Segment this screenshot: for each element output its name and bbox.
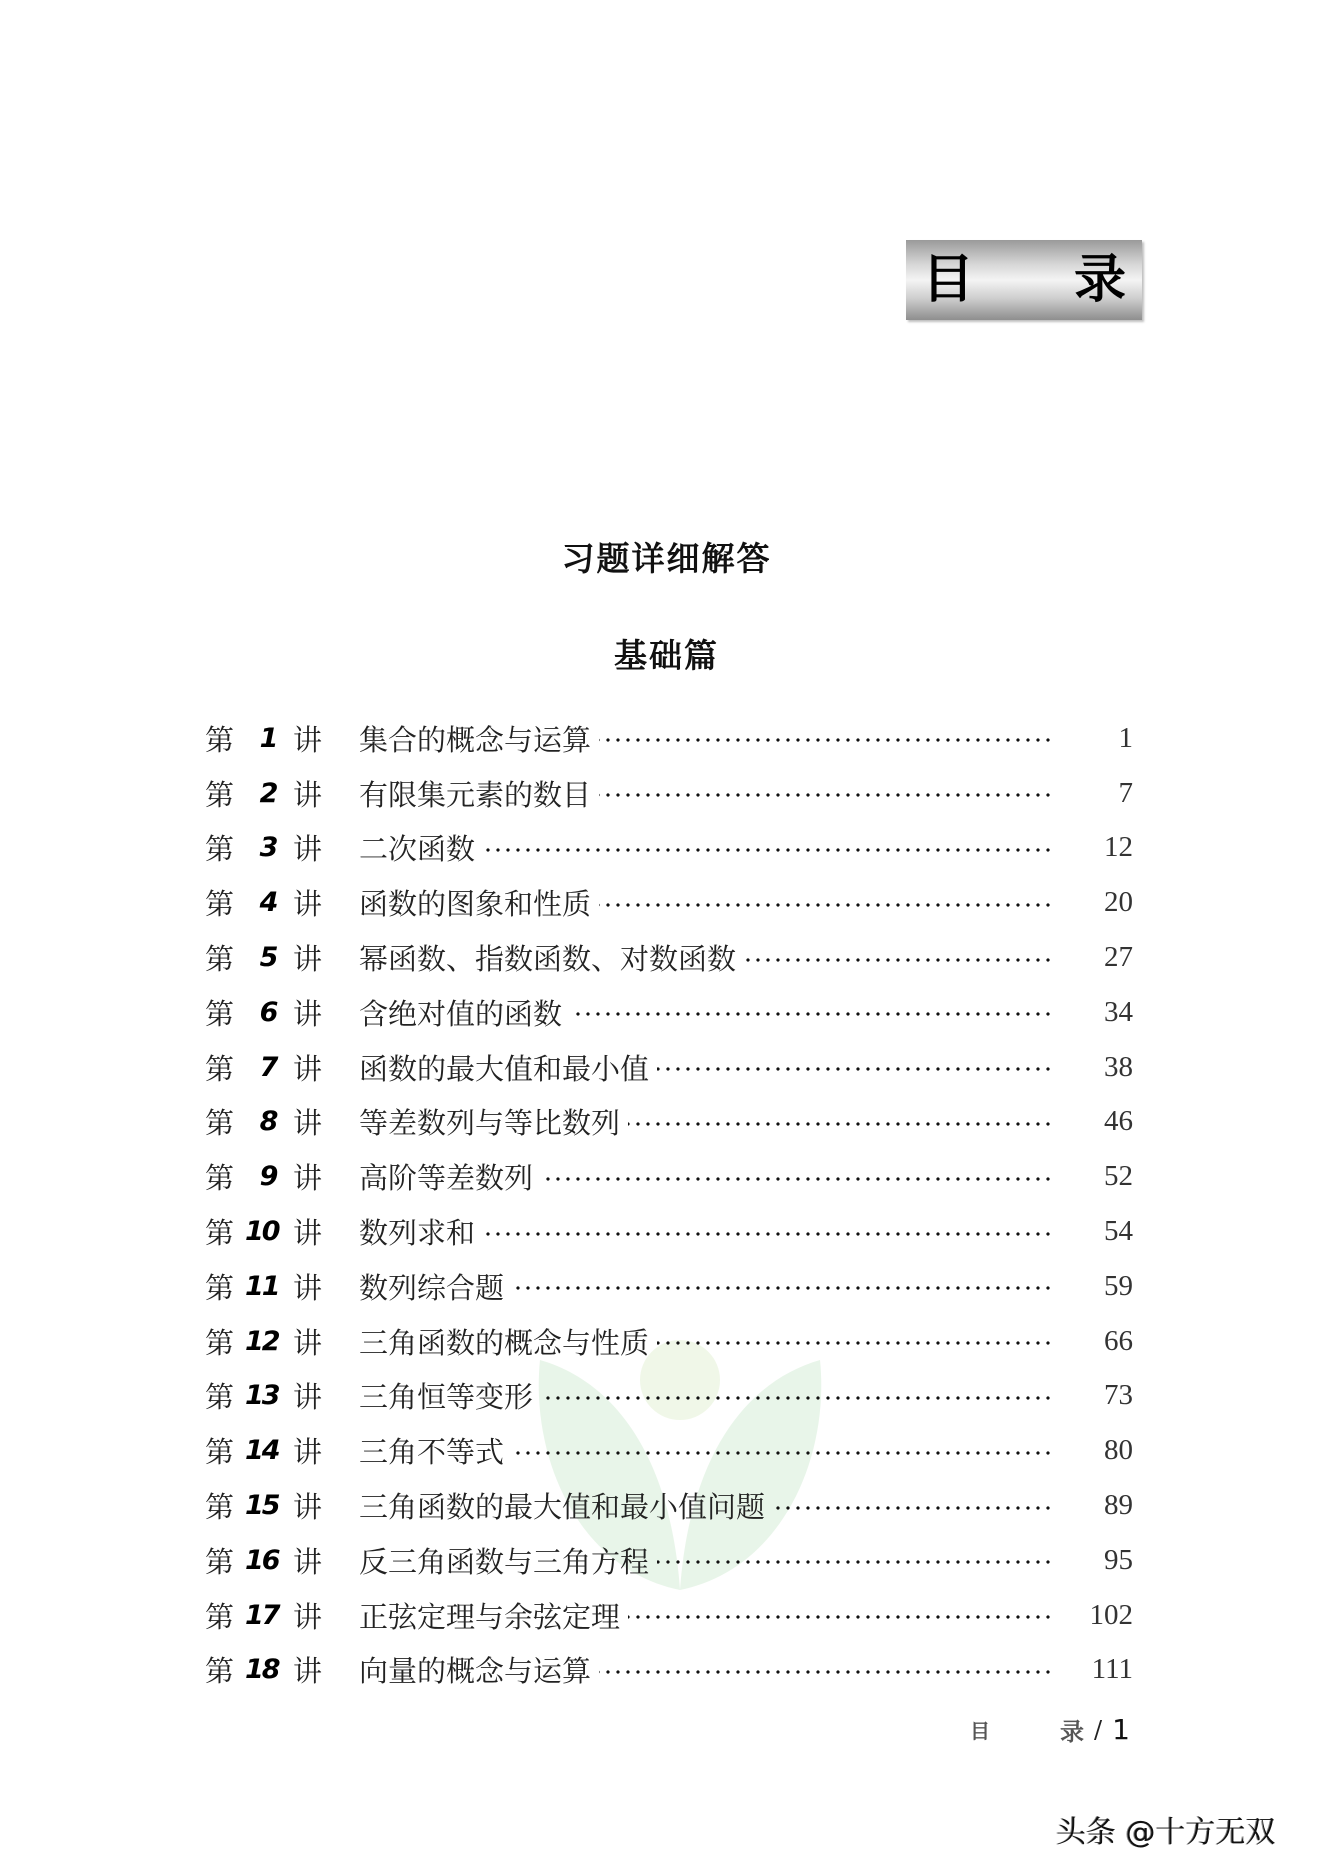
- lecture-number: 18: [245, 1654, 279, 1686]
- lecture-prefix: 第: [205, 1654, 235, 1689]
- lecture-suffix: 讲: [293, 1325, 323, 1360]
- dot-leader: [483, 848, 1053, 852]
- lecture-title[interactable]: 反三角函数与三角方程: [359, 1544, 650, 1579]
- lecture-number: 13: [245, 1380, 279, 1412]
- toc-entry[interactable]: [205, 875, 1145, 930]
- dot-leader: [628, 1615, 1053, 1619]
- page-number[interactable]: 102: [1089, 1598, 1133, 1631]
- lecture-suffix: 讲: [293, 1544, 323, 1579]
- lecture-title[interactable]: 三角不等式: [359, 1435, 505, 1470]
- lecture-suffix: 讲: [293, 1599, 323, 1634]
- lecture-number: 12: [245, 1325, 279, 1357]
- lecture-suffix: 讲: [293, 942, 323, 977]
- page-number[interactable]: 7: [1118, 776, 1133, 809]
- lecture-suffix: 讲: [293, 777, 323, 812]
- lecture-prefix: 第: [205, 887, 235, 922]
- page-number[interactable]: 66: [1104, 1324, 1133, 1357]
- section-heading: 习题详细解答: [561, 539, 772, 578]
- lecture-number: 5: [259, 942, 279, 974]
- dot-leader: [599, 1670, 1053, 1674]
- lecture-suffix: 讲: [293, 1051, 323, 1086]
- footer-label-left: 目: [970, 1719, 990, 1743]
- page-number[interactable]: 12: [1104, 831, 1133, 864]
- page-number[interactable]: 20: [1104, 886, 1133, 919]
- dot-leader: [744, 958, 1053, 962]
- lecture-suffix: 讲: [293, 1490, 323, 1525]
- lecture-title[interactable]: 三角恒等变形: [359, 1380, 534, 1415]
- lecture-prefix: 第: [205, 777, 235, 812]
- dot-leader: [512, 1451, 1053, 1455]
- page-number[interactable]: 95: [1104, 1543, 1133, 1576]
- table-of-contents: [205, 711, 1145, 1697]
- page-number[interactable]: 1: [1118, 721, 1133, 754]
- lecture-number: 16: [245, 1544, 279, 1576]
- toc-entry[interactable]: [205, 766, 1145, 821]
- page-number[interactable]: 27: [1104, 941, 1133, 974]
- lecture-prefix: 第: [205, 1435, 235, 1470]
- lecture-suffix: 讲: [293, 1161, 323, 1196]
- lecture-prefix: 第: [205, 1544, 235, 1579]
- toc-entry[interactable]: [205, 1643, 1145, 1698]
- toc-entry[interactable]: [205, 821, 1145, 876]
- lecture-number: 1: [259, 722, 279, 754]
- dot-leader: [628, 1122, 1053, 1126]
- toc-entry[interactable]: [205, 1478, 1145, 1533]
- page-number[interactable]: 73: [1104, 1379, 1133, 1412]
- page-number[interactable]: 46: [1104, 1105, 1133, 1138]
- lecture-title[interactable]: 二次函数: [359, 832, 476, 867]
- dot-leader: [657, 1341, 1053, 1345]
- toc-entry[interactable]: [205, 985, 1145, 1040]
- lecture-title[interactable]: 向量的概念与运算: [359, 1654, 592, 1689]
- toc-title-left: 目: [922, 249, 975, 310]
- lecture-prefix: 第: [205, 1216, 235, 1251]
- lecture-suffix: 讲: [293, 1216, 323, 1251]
- toc-entry[interactable]: [205, 1423, 1145, 1478]
- lecture-number: 15: [245, 1490, 279, 1522]
- page-number[interactable]: 59: [1104, 1269, 1133, 1302]
- dot-leader: [541, 1396, 1053, 1400]
- subsection-heading: 基础篇: [614, 636, 719, 675]
- dot-leader: [599, 738, 1053, 742]
- toc-entry[interactable]: [205, 1533, 1145, 1588]
- lecture-suffix: 讲: [293, 722, 323, 757]
- lecture-number: 11: [245, 1270, 279, 1302]
- page-number[interactable]: 52: [1104, 1160, 1133, 1193]
- lecture-suffix: 讲: [293, 1380, 323, 1415]
- toc-title-banner: [906, 240, 1142, 320]
- lecture-suffix: 讲: [293, 832, 323, 867]
- lecture-number: 8: [259, 1106, 279, 1138]
- dot-leader: [541, 1177, 1053, 1181]
- lecture-suffix: 讲: [293, 887, 323, 922]
- lecture-title[interactable]: 正弦定理与余弦定理: [359, 1599, 621, 1634]
- dot-leader: [773, 1506, 1053, 1510]
- page-number[interactable]: 80: [1104, 1434, 1133, 1467]
- lecture-prefix: 第: [205, 1161, 235, 1196]
- lecture-prefix: 第: [205, 1599, 235, 1634]
- toc-entry[interactable]: [205, 1204, 1145, 1259]
- dot-leader: [657, 1067, 1053, 1071]
- toc-entry[interactable]: [205, 1314, 1145, 1369]
- toc-entry[interactable]: [205, 930, 1145, 985]
- lecture-number: 10: [245, 1216, 279, 1248]
- lecture-title[interactable]: 有限集元素的数目: [359, 777, 592, 812]
- lecture-title[interactable]: 数列综合题: [359, 1270, 505, 1305]
- toc-entry[interactable]: [205, 1095, 1145, 1150]
- lecture-number: 4: [259, 887, 279, 919]
- toc-entry[interactable]: [205, 1040, 1145, 1095]
- lecture-prefix: 第: [205, 996, 235, 1031]
- footer-label-right: 录: [1060, 1717, 1084, 1746]
- lecture-title[interactable]: 高阶等差数列: [359, 1161, 534, 1196]
- dot-leader: [512, 1286, 1053, 1290]
- lecture-number: 14: [245, 1435, 279, 1467]
- lecture-title[interactable]: 幂函数、指数函数、对数函数: [359, 942, 737, 977]
- lecture-prefix: 第: [205, 1270, 235, 1305]
- lecture-suffix: 讲: [293, 1270, 323, 1305]
- toc-title-right: 录: [1073, 249, 1126, 310]
- toc-entry[interactable]: [205, 711, 1145, 766]
- dot-leader: [483, 1232, 1053, 1236]
- lecture-prefix: 第: [205, 1106, 235, 1141]
- footer-page-number: 1: [1112, 1713, 1130, 1746]
- lecture-number: 17: [245, 1599, 279, 1631]
- lecture-prefix: 第: [205, 1490, 235, 1525]
- lecture-suffix: 讲: [293, 1106, 323, 1141]
- lecture-title[interactable]: 三角函数的最大值和最小值问题: [359, 1490, 766, 1525]
- lecture-number: 3: [259, 832, 279, 864]
- dot-leader: [599, 903, 1053, 907]
- lecture-prefix: 第: [205, 722, 235, 757]
- lecture-prefix: 第: [205, 832, 235, 867]
- page-number[interactable]: 34: [1104, 995, 1133, 1028]
- lecture-prefix: 第: [205, 1325, 235, 1360]
- lecture-number: 7: [259, 1051, 279, 1083]
- dot-leader: [599, 793, 1053, 797]
- footer-separator: /: [1094, 1715, 1103, 1744]
- toc-entry[interactable]: [205, 1259, 1145, 1314]
- page-number[interactable]: 54: [1104, 1215, 1133, 1248]
- lecture-title[interactable]: 数列求和: [359, 1216, 476, 1251]
- lecture-title[interactable]: 等差数列与等比数列: [359, 1106, 621, 1141]
- lecture-title[interactable]: 三角函数的概念与性质: [359, 1325, 650, 1360]
- lecture-title[interactable]: 含绝对值的函数: [359, 996, 563, 1031]
- watermark-credit: 头条 @十方无双: [1056, 1815, 1276, 1850]
- toc-entry[interactable]: [205, 1588, 1145, 1643]
- toc-entry[interactable]: [205, 1149, 1145, 1204]
- toc-entry[interactable]: [205, 1369, 1145, 1424]
- lecture-suffix: 讲: [293, 1654, 323, 1689]
- dot-leader: [570, 1012, 1053, 1016]
- lecture-number: 9: [259, 1161, 279, 1193]
- lecture-title[interactable]: 函数的最大值和最小值: [359, 1051, 650, 1086]
- page-number[interactable]: 89: [1104, 1489, 1133, 1522]
- lecture-suffix: 讲: [293, 1435, 323, 1470]
- dot-leader: [657, 1560, 1053, 1564]
- lecture-number: 2: [259, 777, 279, 809]
- page-footer: [970, 1712, 1130, 1747]
- lecture-prefix: 第: [205, 1051, 235, 1086]
- lecture-prefix: 第: [205, 1380, 235, 1415]
- page-number[interactable]: 38: [1104, 1050, 1133, 1083]
- lecture-number: 6: [259, 996, 279, 1028]
- lecture-title[interactable]: 函数的图象和性质: [359, 887, 592, 922]
- page-number[interactable]: 111: [1091, 1653, 1133, 1686]
- lecture-suffix: 讲: [293, 996, 323, 1031]
- lecture-title[interactable]: 集合的概念与运算: [359, 722, 592, 757]
- lecture-prefix: 第: [205, 942, 235, 977]
